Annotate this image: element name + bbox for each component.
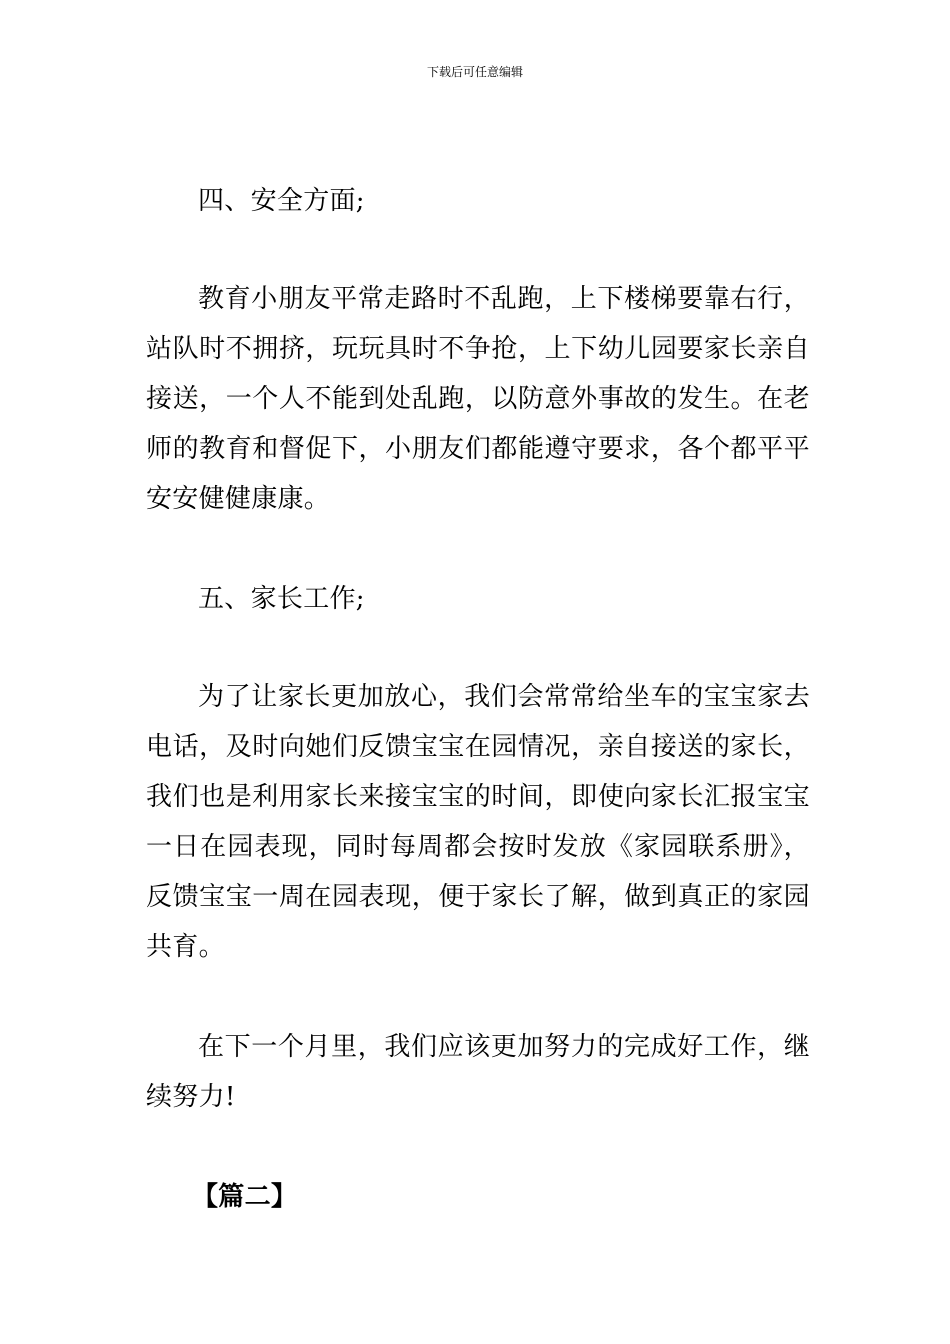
page-header: 下载后可任意编辑 (426, 65, 523, 79)
part-heading: 【篇二】 (192, 1182, 298, 1212)
spacer (146, 624, 810, 672)
document-body (146, 176, 810, 1222)
section-heading-parents: 五、家长工作; (198, 584, 365, 614)
closing-paragraph: 在下一个月里，我们应该更加努力的完成好工作，继续努力! (146, 1032, 810, 1112)
spacer (146, 524, 810, 574)
section-heading-safety: 四、安全方面; (198, 186, 365, 216)
spacer (146, 226, 810, 274)
paragraph-parents: 为了让家长更加放心，我们会常常给坐车的宝宝家去电话，及时向她们反馈宝宝在园情况，亲自接送的家长，我们也是利用家长来接宝宝的时间，即使向家长汇报宝宝一日在园表现，同时每周都会按时发放《家园联系册》，反馈宝宝一周在园表现，便于家长了解，做到真正的家园共育。 (146, 682, 810, 962)
paragraph-safety: 教育小朋友平常走路时不乱跑，上下楼梯要靠右行，站队时不拥挤，玩玩具时不争抢，上下幼儿园要家长亲自接送，一个人不能到处乱跑，以防意外事故的发生。在老师的教育和督促下，小朋友们都能遵守要求，各个都平平安安健健康康。 (146, 284, 810, 514)
spacer (146, 1122, 810, 1172)
spacer (146, 972, 810, 1022)
